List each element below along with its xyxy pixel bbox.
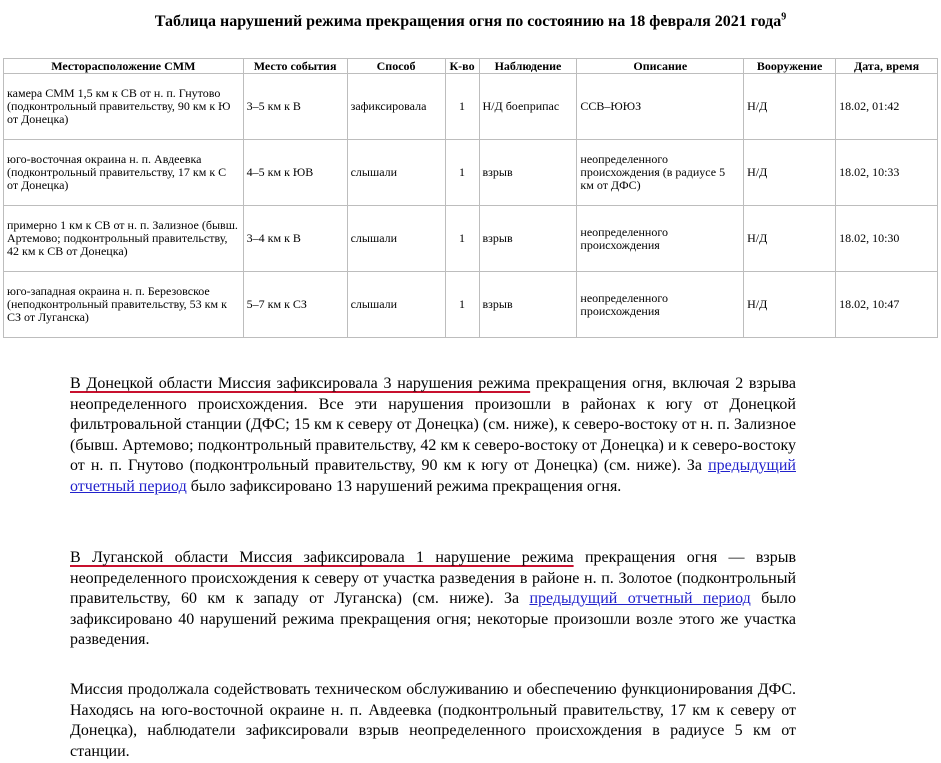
cell-datetime: 18.02, 10:47 [836, 272, 938, 338]
paragraph-text: было зафиксировано 40 нарушений режима прекращения огня; некоторые произошли возле этого же участка разведения. [70, 590, 797, 648]
cell-count: 1 [445, 272, 479, 338]
paragraph-text: прекращения огня, включая 2 взрыва неопределенного происхождения. Все эти нарушения произошли в районах к югу от Донецкой фильтровальной станции (ДФС; 15 км к северу от Донецка) (см. ниже), к северо-востоку от н. п. Зализное (бывш. Артемово; подконтрольный правительству, 42 км к северо-востоку от Донецка) и к северо-востоку от н. п. Гнутово (подконтрольный правительству, 90 км к югу от Донецка) (см. ниже). За [70, 375, 796, 474]
paragraph-dfs [70, 680, 796, 762]
cell-method: зафиксировала [347, 74, 445, 140]
cell-count: 1 [445, 74, 479, 140]
table-row [4, 272, 938, 338]
header-place: Место события [243, 59, 347, 74]
cell-description: неопределенного происхождения [577, 206, 744, 272]
cell-method: слышали [347, 206, 445, 272]
highlighted-phrase: В Донецкой области Миссия зафиксировала 3 нарушения режима [70, 375, 531, 392]
header-description: Описание [577, 59, 744, 74]
cell-weapon: Н/Д [744, 74, 836, 140]
cell-place: 5–7 км к СЗ [243, 272, 347, 338]
document-title [0, 12, 941, 32]
cell-datetime: 18.02, 01:42 [836, 74, 938, 140]
cell-observation: взрыв [479, 272, 577, 338]
table-header-row [4, 59, 938, 74]
ceasefire-violations-table [3, 58, 938, 338]
table-row [4, 140, 938, 206]
highlighted-phrase: В Луганской области Миссия зафиксировала 1 нарушение режима [70, 549, 574, 566]
cell-description: неопределенного происхождения (в радиусе 5 км от ДФС) [577, 140, 744, 206]
paragraph-text: было зафиксировано 13 нарушений режима прекращения огня. [186, 477, 622, 495]
cell-description: неопределенного происхождения [577, 272, 744, 338]
cell-method: слышали [347, 140, 445, 206]
title-footnote-mark[interactable]: 9 [781, 11, 787, 23]
paragraph-luhansk [70, 548, 796, 651]
cell-observation: взрыв [479, 140, 577, 206]
cell-count: 1 [445, 140, 479, 206]
header-weapon: Вооружение [744, 59, 836, 74]
paragraph-text: Миссия продолжала содействовать техническом обслуживанию и обеспечению функционирования ДФС. Находясь на юго-восточной окраине н. п. Авдеевка (подконтрольный правительству, 17 км к северу от Донецка), наблюдатели зафиксировали взрыв неопределенного происхождения в радиусе 5 км от станции. [70, 681, 796, 760]
cell-observation: Н/Д боеприпас [479, 74, 577, 140]
header-location: Месторасположение СММ [4, 59, 244, 74]
paragraph-text: прекращения огня — взрыв неопределенного происхождения к северу от участка разведения в районе н. п. Золотое (подконтрольный правительству, 60 км к западу от Луганска) (см. ниже). За [70, 549, 797, 607]
cell-count: 1 [445, 206, 479, 272]
cell-place: 3–4 км к В [243, 206, 347, 272]
title-text: Таблица нарушений режима прекращения огня по состоянию на 18 февраля 2021 года [154, 13, 782, 30]
cell-place: 4–5 км к ЮВ [243, 140, 347, 206]
cell-location: примерно 1 км к СВ от н. п. Зализное (бывш. Артемово; подконтрольный правительству, 42 км к СВ от Донецка) [4, 206, 244, 272]
cell-datetime: 18.02, 10:33 [836, 140, 938, 206]
table-row [4, 74, 938, 140]
header-method: Способ [347, 59, 445, 74]
paragraph-donetsk [70, 374, 796, 497]
header-observation: Наблюдение [479, 59, 577, 74]
cell-method: слышали [347, 272, 445, 338]
cell-weapon: Н/Д [744, 206, 836, 272]
table-row [4, 206, 938, 272]
cell-observation: взрыв [479, 206, 577, 272]
header-datetime: Дата, время [836, 59, 938, 74]
cell-description: ССВ–ЮЮЗ [577, 74, 744, 140]
cell-location: юго-восточная окраина н. п. Авдеевка (подконтрольный правительству, 17 км к С от Донецка) [4, 140, 244, 206]
cell-weapon: Н/Д [744, 272, 836, 338]
cell-weapon: Н/Д [744, 140, 836, 206]
cell-location: юго-западная окраина н. п. Березовское (неподконтрольный правительству, 53 км к СЗ от Луганска) [4, 272, 244, 338]
previous-period-link[interactable]: предыдущий отчетный период [70, 457, 796, 495]
cell-place: 3–5 км к В [243, 74, 347, 140]
cell-datetime: 18.02, 10:30 [836, 206, 938, 272]
previous-period-link[interactable]: предыдущий отчетный период [529, 590, 751, 607]
cell-location: камера СММ 1,5 км к СВ от н. п. Гнутово (подконтрольный правительству, 90 км к Ю от Донецка) [4, 74, 244, 140]
header-count: К-во [445, 59, 479, 74]
